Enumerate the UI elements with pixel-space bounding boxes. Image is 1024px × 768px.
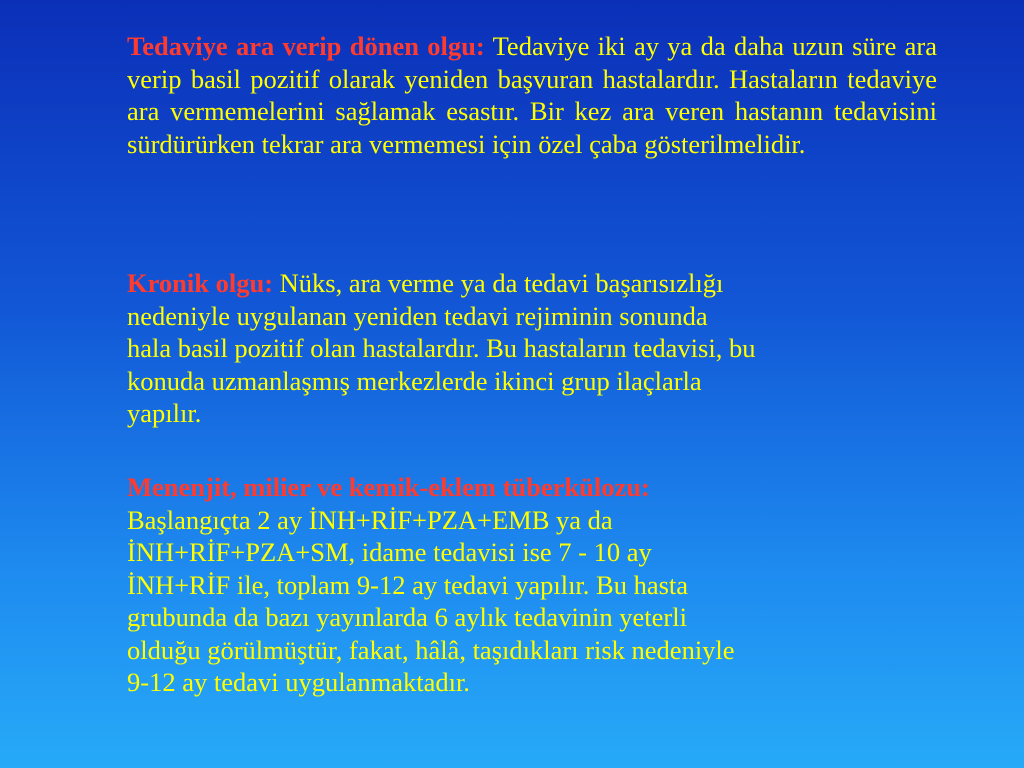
paragraph-line: grubunda da bazı yayınlarda 6 aylık tedavinin yeterli	[127, 602, 687, 632]
paragraph-line: İNH+RİF+PZA+SM, idame tedavisi ise 7 - 10 ay	[127, 537, 652, 567]
paragraph-line: Başlangıçta 2 ay İNH+RİF+PZA+EMB ya da	[127, 504, 613, 535]
paragraph-line: İNH+RİF ile, toplam 9-12 ay tedavi yapılır. Bu hasta	[127, 569, 689, 600]
paragraph-line: yapılır.	[127, 398, 202, 428]
paragraph-text: Nüks, ara verme ya da tedavi başarısızlığı	[279, 268, 724, 298]
paragraph-line: nedeniyle uygulanan yeniden tedavi rejiminin sonunda	[127, 300, 708, 331]
paragraph-meningitis-miliary-bone	[127, 471, 735, 699]
paragraph-line: hala basil pozitif olan hastalardır. Bu hastaların tedavisi, bu	[127, 333, 756, 363]
paragraph-chronic-case	[127, 267, 755, 430]
paragraph-relapse-after-default	[127, 30, 937, 160]
paragraph-line: olduğu görülmüştür, fakat, hâlâ, taşıdıkları risk nedeniyle	[127, 634, 735, 665]
term-chronic-case: Kronik olgu:	[127, 268, 274, 298]
term-meningitis-miliary-bone: Menenjit, milier ve kemik-eklem tüberkülozu:	[127, 472, 650, 502]
paragraph-text: Tedaviye iki ay ya da daha uzun süre ara verip basil pozitif olarak yeniden başvuran hastalardır. Hastaların tedaviye ara vermemelerini sağlamak esastır. Bir kez ara veren hastanın tedavisini sürdürürken tekrar ara vermemesi için özel çaba gösterilmelidir.	[127, 31, 938, 159]
paragraph-line: 9-12 ay tedavi uygulanmaktadır.	[127, 667, 470, 697]
term-relapse-after-default: Tedaviye ara verip dönen olgu:	[127, 31, 485, 61]
paragraph-line	[127, 267, 755, 300]
paragraph-line: konuda uzmanlaşmış merkezlerde ikinci grup ilaçlarla	[127, 365, 702, 396]
